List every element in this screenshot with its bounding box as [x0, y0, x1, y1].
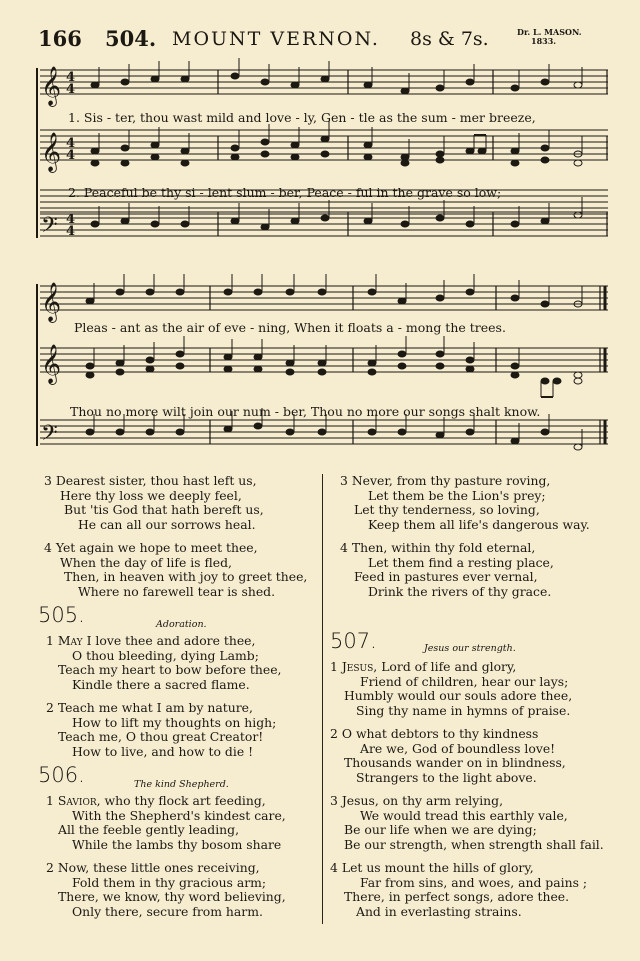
verse-line: Sing thy name in hymns of praise. — [356, 702, 571, 718]
verse-line: O what debtors to thy kindness — [341, 726, 539, 741]
svg-text:𝄢: 𝄢 — [41, 213, 58, 243]
verse-line: Feed in pastures ever vernal, — [354, 569, 538, 584]
verse-line: Humbly would our souls adore thee, — [344, 688, 573, 703]
svg-text:4: 4 — [66, 224, 76, 239]
verse-line: Yet again we hope to meet thee, — [55, 540, 258, 555]
lyric-line-verse1-system2: Pleas - ant as the air of eve - ning, When it floats a - mong the trees. — [74, 320, 506, 335]
verse-line: While the lambs thy bosom share — [72, 836, 282, 852]
verse-line: Be our life when we are dying; — [344, 822, 537, 837]
verse-line: Let them be the Lion's prey; — [368, 487, 546, 503]
verse-line: When the day of life is fled, — [60, 554, 232, 570]
lyric-line-verse1-system1: 1. Sis - ter, thou wast mild and love - ly, Gen - tle as the sum - mer breeze, — [68, 110, 536, 125]
verse-line: Lord of life and glory, — [381, 659, 517, 674]
lyric-line-verse2-system2: Thou no more wilt join our num - ber, Thou no more our songs shalt know. — [70, 404, 541, 419]
verse-line: Let us mount the hills of glory, — [341, 860, 534, 875]
tune-name: MOUNT VERNON. — [172, 28, 380, 50]
stanza — [330, 727, 630, 785]
lyric-line-verse2-system1: 2. Peaceful be thy si - lent slum - ber, Peace - ful in the grave so low; — [68, 185, 502, 200]
verse-line: There, we know, thy word believing, — [58, 889, 286, 904]
hymn-506 — [38, 763, 320, 919]
music-system-2 — [0, 270, 640, 460]
page-number: 166 — [38, 26, 82, 51]
svg-text:4: 4 — [66, 136, 76, 151]
verse-line: Jesus, on thy arm relying, — [341, 793, 504, 808]
verse-line: Then, in heaven with joy to greet thee, — [64, 569, 308, 584]
verse-line: Teach me, O thou great Creator! — [58, 729, 264, 744]
verse-line: He can all our sorrows heal. — [78, 516, 256, 532]
hymn-title: Adoration. — [156, 619, 207, 630]
hymn504-stanzas-left — [44, 474, 319, 599]
verse-line: Teach my heart to bow before thee, — [58, 662, 282, 677]
first-word: Jesus, — [341, 659, 378, 674]
verse-line: Are we, God of boundless love! — [360, 740, 556, 756]
column-divider — [322, 474, 323, 924]
verse-line: who thy flock art feeding, — [104, 793, 266, 808]
hymn-507 — [330, 629, 630, 919]
verse-line: Then, within thy fold eternal, — [351, 540, 536, 555]
svg-text:𝄞: 𝄞 — [41, 66, 62, 106]
verse-line: Kindle there a sacred flame. — [72, 676, 250, 692]
music-system-1-staves — [0, 0, 640, 250]
first-word: Savior, — [57, 793, 101, 808]
svg-text:𝄞: 𝄞 — [41, 282, 62, 322]
stanza — [330, 861, 630, 919]
stanza — [340, 541, 630, 599]
stanza-number: 2 — [46, 700, 54, 715]
svg-text:4: 4 — [66, 148, 76, 163]
verse-line: There, in perfect songs, adore thee. — [344, 889, 570, 904]
verse-line: Teach me what I am by nature, — [57, 700, 253, 715]
stanza — [44, 474, 319, 532]
hymn-number: 507. — [330, 629, 377, 653]
stanza — [38, 634, 320, 692]
stanza — [38, 701, 320, 759]
verse-line: Now, these little ones receiving, — [57, 860, 260, 875]
verse-line: Drink the rivers of thy grace. — [368, 583, 552, 599]
stanza-number: 4 — [44, 540, 52, 555]
hymn-number: 506. — [38, 763, 85, 787]
hymn-title: Jesus our strength. — [424, 643, 516, 654]
first-word: May — [57, 633, 83, 648]
hymn504-stanzas-right — [340, 474, 630, 599]
stanza-number: 4 — [340, 540, 348, 555]
stanza — [38, 794, 320, 852]
stanza — [44, 541, 319, 599]
hymn-title: The kind Shepherd. — [134, 779, 229, 790]
svg-text:4: 4 — [66, 212, 76, 227]
verse-line: Let them find a resting place, — [368, 554, 554, 570]
meter: 8s & 7s. — [410, 28, 489, 50]
svg-text:𝄞: 𝄞 — [41, 344, 62, 384]
stanza-number: 3 — [330, 793, 338, 808]
stanza-number: 3 — [44, 473, 52, 488]
verse-line: Never, from thy pasture roving, — [351, 473, 551, 488]
svg-text:4: 4 — [66, 82, 76, 97]
verse-line: And in everlasting strains. — [356, 903, 522, 919]
hymn-number: 504. — [105, 26, 157, 51]
stanza-number: 3 — [340, 473, 348, 488]
svg-text:4: 4 — [66, 70, 76, 85]
verse-line: Here thy loss we deeply feel, — [60, 487, 242, 503]
stanza-number: 4 — [330, 860, 338, 875]
stanza — [340, 474, 630, 532]
stanza — [330, 794, 630, 852]
verse-line: Far from sins, and woes, and pains ; — [360, 874, 588, 890]
verse-line: Thousands wander on in blindness, — [344, 755, 566, 770]
verse-line: How to live, and how to die ! — [72, 743, 254, 759]
verse-line: Dearest sister, thou hast left us, — [55, 473, 257, 488]
stanza-number: 2 — [46, 860, 54, 875]
stanza-number: 2 — [330, 726, 338, 741]
svg-text:𝄢: 𝄢 — [41, 421, 58, 451]
composer-year: 1833. — [531, 36, 557, 46]
svg-text:𝄞: 𝄞 — [41, 132, 62, 172]
verse-line: All the feeble gently leading, — [58, 822, 240, 837]
verse-line: Strangers to the light above. — [356, 769, 537, 785]
stanza-number: 1 — [46, 793, 54, 808]
verse-line: Where no farewell tear is shed. — [78, 583, 276, 599]
verse-line: But 'tis God that hath bereft us, — [64, 502, 264, 517]
verse-line: Friend of children, hear our lays; — [360, 673, 569, 689]
stanza — [330, 660, 630, 718]
verse-line: How to lift my thoughts on high; — [72, 714, 277, 730]
hymn-number: 505. — [38, 603, 85, 627]
stanza-number: 1 — [330, 659, 338, 674]
composer-name: Dr. L. MASON. — [517, 27, 582, 37]
verse-line: Let thy tenderness, so loving, — [354, 502, 540, 517]
verse-line: Keep them all life's dangerous way. — [368, 516, 590, 532]
verse-line: Only there, secure from harm. — [72, 903, 263, 919]
stanza-number: 1 — [46, 633, 54, 648]
verse-line: O thou bleeding, dying Lamb; — [72, 647, 259, 663]
verse-line: We would tread this earthly vale, — [360, 807, 568, 823]
stanza — [38, 861, 320, 919]
hymn-505 — [38, 603, 320, 759]
verse-line: Be our strength, when strength shall fail. — [344, 836, 604, 852]
verse-line: With the Shepherd's kindest care, — [72, 807, 286, 823]
verse-line: Fold them in thy gracious arm; — [72, 874, 267, 890]
verse-line: I love thee and adore thee, — [86, 633, 256, 648]
